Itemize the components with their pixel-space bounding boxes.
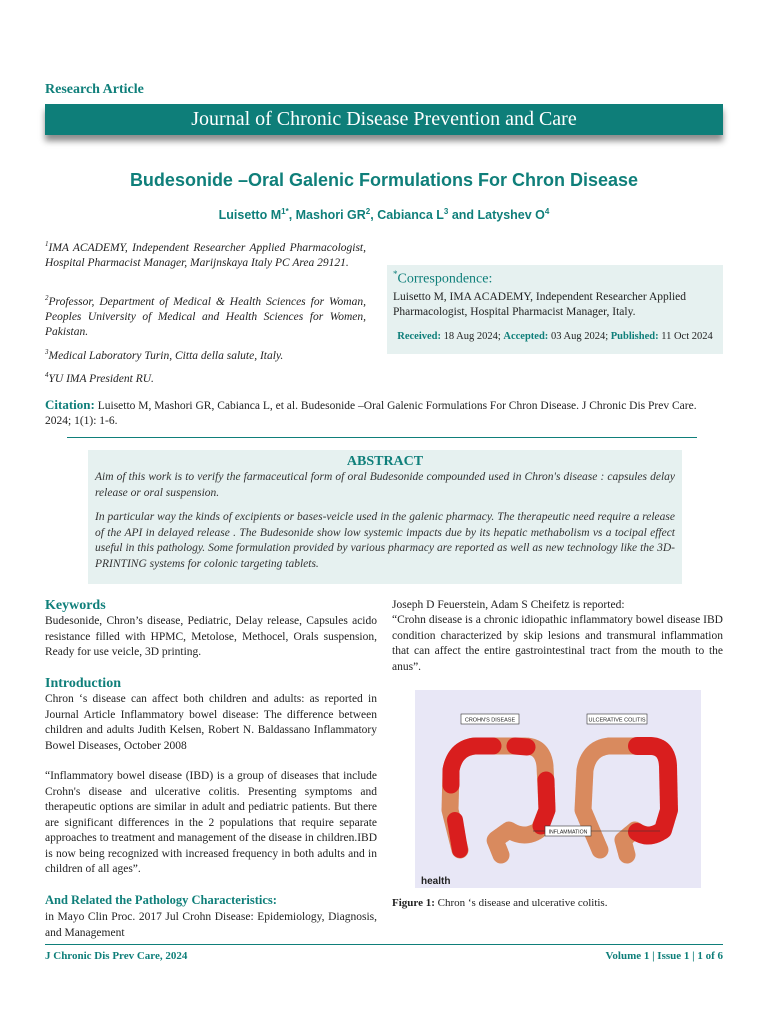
abstract-box xyxy=(88,450,682,584)
label-inflammation: INFLAMMATION xyxy=(548,829,588,836)
affiliation-text: Medical Laboratory Turin, Citta della salute, Italy. xyxy=(48,349,284,362)
paper-title: Budesonide –Oral Galenic Formulations For Chron Disease xyxy=(129,170,639,190)
author-name: Luisetto M xyxy=(218,208,282,223)
affiliation xyxy=(45,345,366,364)
author-and: and xyxy=(448,208,478,223)
correspondence-text: Luisetto M, IMA ACADEMY, Independent Researcher Applied Pharmacologist, Hospital Pharmacist Manager, Italy. xyxy=(393,290,686,318)
footer-journal: J Chronic Dis Prev Care, 2024 xyxy=(45,950,188,962)
affiliation-mark: 1 xyxy=(45,240,49,248)
label-crohns-disease: CROHN'S DISEASE xyxy=(464,717,516,724)
published-date: 11 Oct 2024 xyxy=(661,330,713,342)
author-separator: , xyxy=(370,208,378,223)
affiliation xyxy=(45,237,366,271)
correspondence-heading-text: Correspondence: xyxy=(397,271,493,287)
introduction-heading: Introduction xyxy=(45,676,121,691)
author-name: Cabianca L xyxy=(377,208,444,223)
crohns-colon-illustration xyxy=(450,746,547,855)
health-logo: health xyxy=(421,876,451,887)
related-text: in Mayo Clin Proc. 2017 Jul Crohn Disease: Epidemiology, Diagnosis, and Management xyxy=(45,911,377,939)
citation-text: Luisetto M, Mashori GR, Cabianca L, et al. Budesonide –Oral Galenic Formulations For Chron Disease. J Chronic Dis Prev Care. 2024; 1(1): 1-6. xyxy=(45,400,697,427)
accepted-label: Accepted: xyxy=(503,330,549,342)
author-list xyxy=(0,207,768,222)
author-affiliation-mark: 1* xyxy=(281,207,289,216)
right-paragraph: “Crohn disease is a chronic idiopathic inflammatory bowel disease IBD condition characterized by skip lesions and transmural inflammation that can affect the entire gastrointestinal tract from the mouth to the anus”. xyxy=(392,614,723,673)
received-label: Received: xyxy=(397,330,441,342)
journal-banner: Journal of Chronic Disease Prevention and Care xyxy=(45,104,723,135)
figure-image xyxy=(415,690,701,888)
intro-paragraph: “Inflammatory bowel disease (IBD) is a group of diseases that include Crohn's disease and ulcerative colitis. Presenting symptoms and therapeutic options are similar in adult and pediatric patients. But there are significant differences in the 2 populations that require separate approaches to treatment and management of the disease in children.IBD is now being recognized with increased frequency in both adults and in children of all ages”. xyxy=(45,770,377,875)
affiliation xyxy=(45,291,366,340)
related-heading: And Related the Pathology Characteristics: xyxy=(45,893,277,907)
author-separator: , xyxy=(288,208,296,223)
affiliation xyxy=(45,368,366,387)
received-date: 18 Aug 2024; xyxy=(443,330,501,342)
author-affiliation-mark: 2 xyxy=(365,207,371,216)
figure-label: Figure 1: xyxy=(392,897,435,909)
keywords-text: Budesonide, Chron’s disease, Pediatric, Delay release, Capsules acido resistance filled with HPMC, Metolose, Methocel, Orals suspension, Ready for use veicle, 3D printing. xyxy=(45,615,377,658)
footer-page-info: Volume 1 | Issue 1 | 1 of 6 xyxy=(605,950,723,962)
abstract-heading: ABSTRACT xyxy=(346,454,424,469)
footer-divider xyxy=(45,944,723,945)
colon-illustration xyxy=(415,690,701,888)
affiliation-mark: 2 xyxy=(45,294,49,302)
abstract-paragraph: In particular way the kinds of excipients or bases-veicle used in the galenic pharmacy. The therapeutic need require a release of the API in delayed release . The Budesonide show low systemic impacts due by its hepatic methabolism vs a tocipal effect useful in this pathology. Some formulation provided by various pharmacy are reported as well as new technology like the 3D-PRINTING systems for colonic targeting tablets. xyxy=(95,511,675,570)
affiliation-mark: 3 xyxy=(45,348,49,356)
author-affiliation-mark: 4 xyxy=(544,207,550,216)
intro-paragraph: Chron ‘s disease can affect both children and adults: as reported in Journal Article Inflammatory bowel disease: The difference between children and adults Judith Kelsen, Robert N. Baldassano Inflammatory Bowel Diseases, October 2008 xyxy=(45,693,377,752)
abstract-paragraph: Aim of this work is to verify the farmaceutical form of oral Budesonide compounded used in Chron's disease : capsules delay release or oral suspension. xyxy=(95,471,675,499)
author-name: Latyshev O xyxy=(477,208,545,223)
published-label: Published: xyxy=(610,330,659,342)
author-affiliation-mark: 3 xyxy=(443,207,449,216)
figure-caption xyxy=(392,897,607,909)
affiliation-mark: 4 xyxy=(45,371,49,379)
divider xyxy=(67,437,697,438)
label-ulcerative-colitis: ULCERATIVE COLITIS xyxy=(588,717,646,724)
figure-caption-text: Chron ‘s disease and ulcerative colitis. xyxy=(437,897,608,909)
publication-dates xyxy=(393,331,717,342)
correspondence-heading xyxy=(393,269,717,288)
right-paragraph: Joseph D Feuerstein, Adam S Cheifetz is reported: xyxy=(392,599,625,611)
article-type: Research Article xyxy=(45,82,144,97)
keywords-heading: Keywords xyxy=(45,598,106,613)
affiliation-text: YU IMA President RU. xyxy=(48,372,154,385)
ulcerative-colitis-colon-illustration xyxy=(583,746,669,855)
author-name: Mashori GR xyxy=(295,208,366,223)
citation-label: Citation: xyxy=(45,397,95,412)
citation xyxy=(45,397,723,429)
correspondence-box xyxy=(387,265,723,354)
correspondence-mark: * xyxy=(393,269,398,279)
affiliation-text: IMA ACADEMY, Independent Researcher Applied Pharmacologist, Hospital Pharmacist Manager, Marijnskaya Italy PC Area 29121. xyxy=(45,241,366,269)
accepted-date: 03 Aug 2024; xyxy=(550,330,609,342)
affiliation-text: Professor, Department of Medical & Health Sciences for Woman, Peoples University of Medical and Health Sciences for Women, Pakistan. xyxy=(45,295,366,338)
